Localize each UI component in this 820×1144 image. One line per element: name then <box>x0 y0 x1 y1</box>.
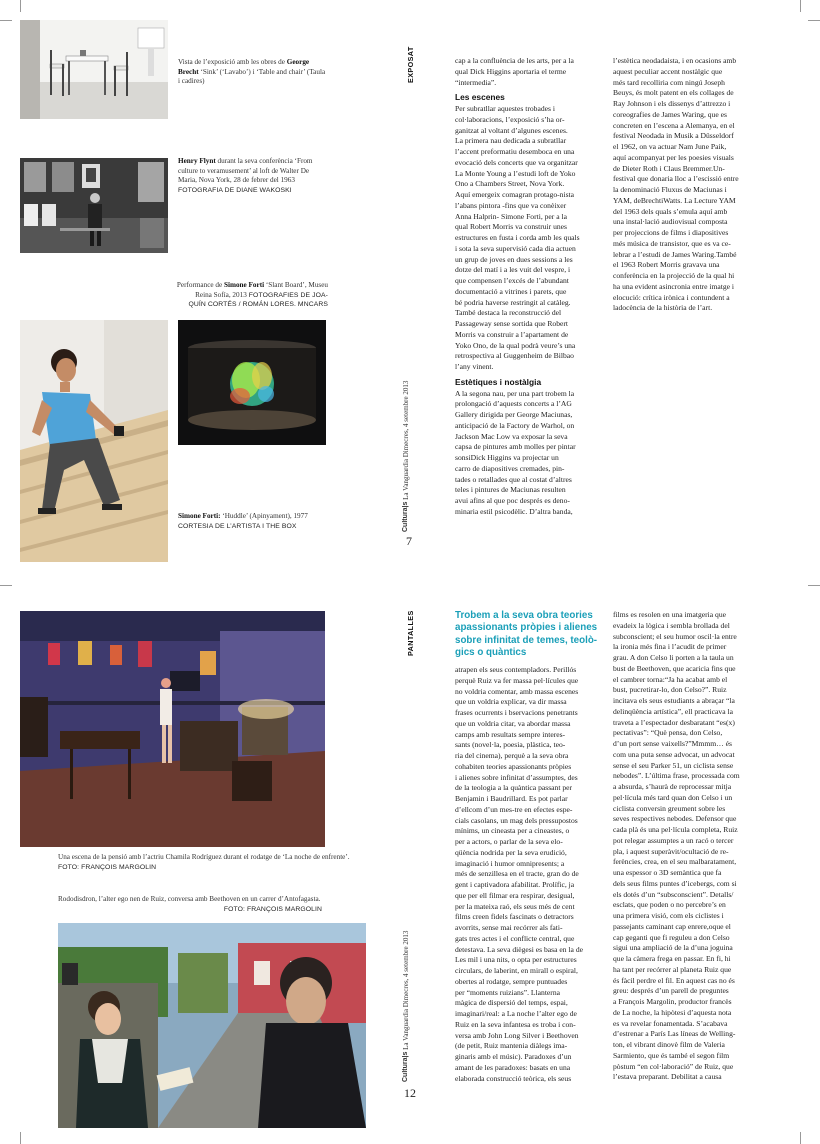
caption-brecht: Vista de l’exposició amb les obres de George Brecht ‘Sink’ (‘Lavabo’) i ‘Table and chair’ (Taula i cadires) <box>178 58 326 86</box>
crop-mark <box>808 585 820 586</box>
crop-mark <box>20 1132 21 1144</box>
page-number: 12 <box>404 1086 416 1100</box>
crop-mark <box>808 20 820 21</box>
page-folio: Cultura|s La Vanguardia Dimecres, 4 setembre 2013 <box>402 380 410 532</box>
caption-forti-slant-board: Performance de Simone Forti ‘Slant Board’, Museu Reina Sofía, 2013 FOTOGRAFIES DE JOA- QUÍN CORTÉS / ROMÁN LORES. MNCARS <box>176 281 328 309</box>
subheading-les-escenes: Les escenes <box>455 92 505 103</box>
subheading-estetiques: Estètiques i nostàlgia <box>455 376 542 387</box>
photo-boy-and-beethoven <box>58 923 366 1128</box>
page-number: 7 <box>406 534 412 548</box>
article-column-2: l’estètica neodadaista, i en ocasions amb aquest peculiar accent nostàlgic que més tard recolliria com ningú Joseph Beuys, és molt patent en els collages de Ray Johnson i els dissenys d’attrezzo i coreografies de James Waring, que es concreten en l’escena a Alemanya, en el festival Neodada in Musik a Düsseldorf el 1962, on va actuar Nam June Paik, aquí acompanyat per les poesies visuals de Dieter Roth i Claus Bremmer.Un- festival que donaria lloc a l’escissió entre la denominació Fluxus de Maciunas i YAM, deBrechtiWatts. La Lecture YAM del 1963 dels quals s’emula aquí amb una instal·lació audiovisual composta per projeccions de films i diapositives més música de transistor, que es va ce- lebrar a l’estudi de James Waring.També el 1963 Robert Morris gravava una conferència en la projecció de la qual hi ha una evident asincronia entre imatge i elocució: crítica irònica i contundent a ladocència de la història de l’art. <box>613 56 739 313</box>
crop-mark <box>0 20 12 21</box>
article-column-1: atrapen els seus contempladors. Perillós perquè Ruiz va fer massa pel·lícules que no voldria comentar, amb massa escenes que un voldria explicar, va dir massa frases ocurrents i bservacions penetrants que un voldria citar, va abordar massa camps amb resultats sempre interes- sants (novel·la, poesia, plàstica, teo- ria del cinema), perquè a la seva obra cohabiten teories apassionants pròpies i alienes sobre infinitat d’assumptes, des de la teologia a la quàntica passant per Benjamin i Baudrillard. Es pot parlar d’ellcom d’un mes-tre en efectes espe- cials casolans, un mag dels pressupostos mínims, un cineasta per a cineastes, o per a actors, o parlar de la seva elo- qüència nodrida per la seva erudició, imaginació i humor omnipresents; a més de senzillesa en el tracte, gran do de gent i captivadora afabilitat. Prolífic, ja que per ell filmar era respirar, desigual, per la mateixa raó, els seus més de cent films creen fidels fascinats o detractors avorrits, sense mai recórrer als fati- gats tres actes i el conflicte central, que detestava. La seva diègesi es basa en la de Les mil i una nits, o opta per estructures circulars, de laberint, en mirall o espiral, obertes al rodatge, sempre puntuades per “moments ruizians”. Llanterna màgica de dispersió del temps, espai, imaginari/real: a La noche l’alter ego de Ruiz en la seva infantesa es troba i con- versa amb John Long Silver i Beethoven (de petit, Ruiz mantenia diàlegs ima- ginaris amb el músic). Paradoxes d’un amant de les paradoxes: basats en una elaborada construcció teòrica, els seus <box>455 665 583 1083</box>
section-label-exposat: EXPOSAT <box>406 46 415 83</box>
section-label-pantalles: PANTALLES <box>406 610 415 656</box>
photo-huddle-sculpture <box>178 320 326 445</box>
page-folio: Cultura|s La Vanguardia Dimecres, 4 setembre 2013 <box>402 930 410 1082</box>
photo-slant-board-performance <box>20 320 168 562</box>
crop-mark <box>20 0 21 12</box>
photo-pension-scene <box>20 611 325 847</box>
crop-mark <box>800 1132 801 1144</box>
caption-pension-scene: Una escena de la pensió amb l’actriu Chamila Rodríguez durant el rodatge de ‘La noche de enfrente’. FOTO: FRANÇOIS MARGOLIN <box>58 853 350 871</box>
photo-brecht-installation <box>20 20 168 119</box>
caption-beethoven-street: Rododisdron, l’alter ego nen de Ruiz, conversa amb Beethoven en un carrer d’Antofagasta. FOTO: FRANÇOIS MARGOLIN <box>58 895 322 913</box>
pull-quote-headline: Trobem a la seva obra teories apassionants pròpies i alienes sobre infinitat de temes, teolò-gics o quàntics <box>455 610 598 659</box>
caption-huddle: Simone Forti: ‘Huddle’ (Apinyament), 1977 CORTESIA DE L’ARTISTA I THE BOX <box>178 512 308 530</box>
photo-henry-flynt <box>20 158 168 253</box>
caption-flynt: Henry Flynt durant la seva conferència ‘From culture to veramusement’ al loft de Walter De Maria, Nova York, 28 de febrer del 1963 FOTOGRAFIA DE DIANE WAKOSKI <box>178 157 313 194</box>
article-column-1: cap a la confluència de les arts, per a la qual Dick Higgins aportaria el terme “intermedia”. Les escenes Per subratllar aquestes trobades i col·laboracions, l’exposició s’ha or- ganitzat al voltant d’algunes escenes. La primera nau dedicada a subratllar l’accent preformatiu desemboca en una evocació dels concerts que va organitzar La Monte Young a l’estudi loft de Yoko Ono a Chambers Street, Nova York. Aquí emergeix comagran protago-nista l’abans pintora -fins que va conèixer Anna Halprin- Simone Forti, per a la qual Robert Morris va construir unes estructures en fusta i corda amb les quals i sota la seva supervisió cada dia actuen un grup de joves en dues sessions a les dotze del matí i a les vuit del vespre, i que compensen l’excés de l’abundant documentació a vitrines i parets, que bé podria haverse restringit al catàleg. També destaca la reconstrucció del Passageway sense sortida que Robert Morris va construir a l’apartament de Yoko Ono, de la qual podrà veure’s una retrospectiva al Guggenheim de Bilbao l’any vinent. Estètiques i nostàlgia A la segona nau, per una part trobem la prolongació d’aquests concerts a l’AG Gallery dirigida per George Maciunas, anticipació de la Factory de Warhol, on Jackson Mac Low va exposar la seva capsa de pintures amb molles per pintar sonsiDick Higgins va projectar un carro de diapositives cremades, pin- tades o retallades que al costat d’altres teles i pintures de Maciunas resulten avui afins al que poc després es deno- minaria estil psicodèlic. D’altra banda, <box>455 56 601 552</box>
crop-mark <box>0 585 12 586</box>
crop-mark <box>800 0 801 12</box>
article-column-2: films es resolen en una imatgeria que evadeix la lògica i sembla brollada del subconscient; el seu humor oscil·la entre la ironia més fina i l’acudit de primer grau. A don Celso li porten a la taula un bust de Beethoven, que acaricia fins que el cambrer torna:“Ja ha acabat amb el bust, pucretirar-lo, don Celso?”. Ruiz incitava els seus estudiants a abraçar “la delinqüència artística”, ell practicava la traveta a l’espectador desbaratant “es(x) pectativas”: “Què pensa, don Celso, d’un port sense vaixells?”Mmmm… és com una puta sense advocat, un advocat sense el seu Parker 51, un ciclista sense nebodes”. L’última frase, processada com a absurda, s’haurà de reprocessar mitja pel·lícula més tard quan don Celso i un ciclista conversin greument sobre les seves respectives nebodes. Defensor que cada plà és una pel·lícula completa, Ruiz pot relegar assumptes a un racó o tercer pla, i aquest superàvit/ocultació de re- ferències, crea, en el seu malbaratament, una espessor o 3D semàntica que fa dels seus films puntes d’icebergs, com si els dotés d’un “subsconscient”. Detalls/ esclats, que poden o no percebre’s en una primera visió, com els ciclistes i passejants caminant cap enrere,oque el cap geganti que fi reguleu a don Celso sigui una ampliació de la d’una joguina que la càmera frega en passar. En fi, hi ha tant per recórrer al planeta Ruiz que és fàcil perdre el fil. En aquest cas no és greu: després d’un parell de preguntes a François Margolin, productor francès de La noche, la hipòtesi d’aquesta nota es va revelar fonamentada. S’acabava d’estrenar a París Las líneas de Welling- ton, el vibrant dinovè film de Valeria Sarmiento, que és també el segon film pòstum “en col·laboració” de Ruiz, que l’estava preparant. Debilitat a causa <box>613 610 740 1082</box>
